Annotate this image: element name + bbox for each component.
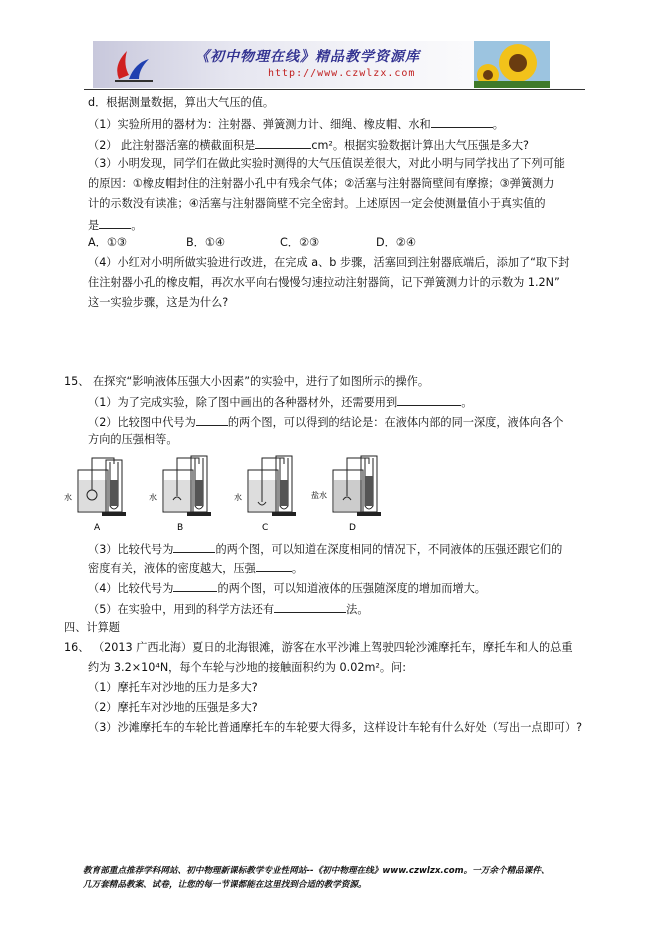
q15-part4 xyxy=(88,580,486,596)
q15-part3-end: 。 xyxy=(291,562,304,575)
q14-part1-text: （1）实验所用的器材为：注射器、弹簧测力计、细绳、橡皮帽、水和 xyxy=(88,118,431,131)
fig-d-liquid: 盐水 xyxy=(311,491,327,500)
q14-part3-line3: 计的示数没有读准；④活塞与注射器筒壁不完全密封。上述原因一定会使测量值小于真实值的 xyxy=(88,197,546,210)
answer-blank[interactable] xyxy=(431,116,493,128)
q14-part4-line1: （4）小红对小明所做实验进行改进，在完成 a、b 步骤，活塞回到注射器底端后，添加了“取下封 xyxy=(88,256,570,269)
q14-part4-line3: 这一实验步骤，这是为什么? xyxy=(88,296,229,309)
q15-part1-end: 。 xyxy=(461,396,473,409)
q15-part1 xyxy=(88,394,472,410)
q14-part4-line2: 住注射器小孔的橡皮帽，再次水平向右慢慢匀速拉动注射器筒，记下弹簧测力计的示数为 1.2N” xyxy=(88,276,560,289)
option-c: C．②③ xyxy=(280,236,320,249)
q15-part3 xyxy=(88,541,562,557)
step-d-text: d．根据测量数据，算出大气压的值。 xyxy=(88,96,275,109)
q15-part3-mid: 的两个图，可以知道在深度相同的情况下，不同液体的压强还跟它们的 xyxy=(215,543,563,556)
answer-blank[interactable] xyxy=(255,137,311,149)
header-divider xyxy=(84,89,585,90)
answer-blank[interactable] xyxy=(256,560,292,572)
q14-part3-line2: 的原因：①橡皮帽封住的注射器小孔中有残余气体；②活塞与注射器筒壁间有摩擦；③弹簧测力 xyxy=(88,177,555,190)
section-heading: 四、计算题 xyxy=(64,621,120,634)
sunflower-icon xyxy=(474,41,550,88)
q16-stem-line1: 16、 （2013 广西北海）夏日的北海银滩，游客在水平沙滩上驾驶四轮沙滩摩托车，摩托车和人的总重 xyxy=(64,641,573,654)
q14-part3-end: 。 xyxy=(131,219,143,232)
answer-blank[interactable] xyxy=(196,414,228,426)
fig-c-label: C xyxy=(262,523,269,533)
answer-blank[interactable] xyxy=(274,601,346,613)
q16-part1: （1）摩托车对沙地的压力是多大? xyxy=(88,681,258,694)
q16-stem-line2: 约为 3.2×10⁴N，每个车轮与沙地的接触面积约为 0.02m²。问: xyxy=(88,661,406,674)
q15-part2-line2: 方向的压强相等。 xyxy=(88,433,178,446)
q14-part2 xyxy=(88,137,529,153)
figure-c xyxy=(234,456,296,533)
q14-part1 xyxy=(88,116,504,132)
answer-blank[interactable] xyxy=(173,541,215,553)
site-logo-icon xyxy=(109,45,157,85)
q15-part2-text: （2）比较图中代号为 xyxy=(88,416,196,429)
option-b: B．①④ xyxy=(186,236,225,249)
q15-stem: 15、 在探究“影响液体压强大小因素”的实验中，进行了如图所示的操作。 xyxy=(64,375,430,388)
pressure-experiment-figures xyxy=(64,450,400,536)
answer-blank[interactable] xyxy=(99,217,131,229)
q15-part2 xyxy=(88,414,563,430)
q15-part3-text2: 密度有关，液体的密度越大，压强 xyxy=(88,562,256,575)
option-d: D．②④ xyxy=(376,236,416,249)
answer-blank[interactable] xyxy=(397,394,461,406)
figure-d xyxy=(311,456,381,533)
footer-line2: 几万套精品教案、试卷，让您的每一节课都能在这里找到合适的教学资源。 xyxy=(83,880,367,890)
q16-part3: （3）沙滩摩托车的车轮比普通摩托车的车轮要大得多，这样设计车轮有什么好处（写出一点即可）? xyxy=(88,721,583,734)
answer-blank[interactable] xyxy=(173,580,217,592)
option-a: A．①③ xyxy=(88,236,127,249)
q15-part3-line2 xyxy=(88,560,303,576)
q14-part1-end: 。 xyxy=(492,118,504,131)
banner-url[interactable]: http://www.czwlzx.com xyxy=(268,68,416,79)
figure-a xyxy=(64,458,126,533)
q15-part5-text: （5）在实验中，用到的科学方法还有 xyxy=(88,603,275,616)
q15-part5 xyxy=(88,601,369,617)
footer-line1: 教育部重点推荐学科网站、初中物理新课标教学专业性网站--《初中物理在线》www.czwlzx.com。一万余个精品课件、 xyxy=(83,866,550,876)
q15-part3-text: （3）比较代号为 xyxy=(88,543,174,556)
fig-a-label: A xyxy=(94,523,101,533)
q15-part1-text: （1）为了完成实验，除了图中画出的各种器材外，还需要用到 xyxy=(88,396,398,409)
q15-part2-mid: 的两个图，可以得到的结论是：在液体内部的同一深度，液体向各个 xyxy=(227,416,564,429)
q15-part5-end: 法。 xyxy=(346,603,369,616)
header-banner xyxy=(93,41,554,88)
figure-b xyxy=(149,456,211,533)
q15-part4-text: （4）比较代号为 xyxy=(88,582,174,595)
fig-d-label: D xyxy=(349,523,356,533)
q14-part2-end: cm²。根据实验数据计算出大气压强是多大? xyxy=(311,139,529,152)
fig-b-label: B xyxy=(177,523,184,533)
q16-part2: （2）摩托车对沙地的压强是多大? xyxy=(88,701,258,714)
fig-b-liquid: 水 xyxy=(149,493,157,502)
q14-part3-line1: （3）小明发现，同学们在做此实验时测得的大气压值误差很大，对此小明与同学找出了下列可能 xyxy=(88,157,565,170)
q14-part2-text: （2） 此注射器活塞的横截面积是 xyxy=(88,139,256,152)
q15-part4-end: 的两个图，可以知道液体的压强随深度的增加而增大。 xyxy=(217,582,486,595)
fig-a-liquid: 水 xyxy=(64,493,72,502)
q14-part3-line4 xyxy=(88,217,142,233)
q14-part3-text: 是 xyxy=(88,219,100,232)
banner-title: 《初中物理在线》精品教学资源库 xyxy=(195,49,420,65)
fig-c-liquid: 水 xyxy=(234,493,242,502)
